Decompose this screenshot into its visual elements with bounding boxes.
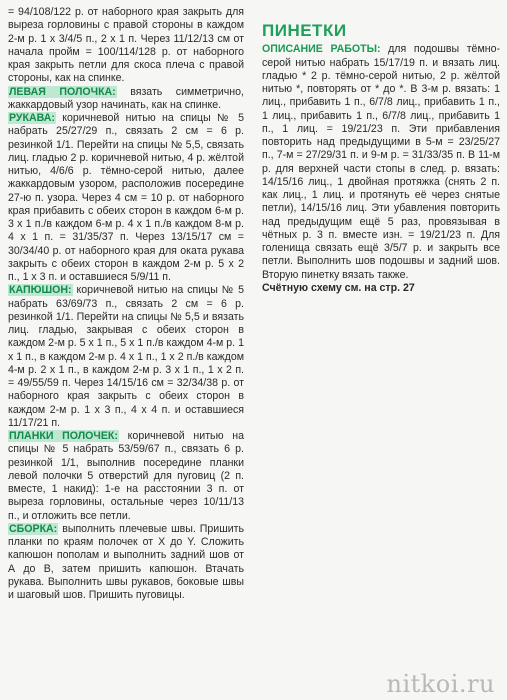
heading-levaya: ЛЕВАЯ ПОЛОЧКА: — [9, 85, 116, 98]
text-rukava: коричневой нитью на спицы № 5 набрать 25/27/29 п., связать 2 см = 6 р. резинкой 1/1. Перейти на спицы № 5,5, связать лиц. гладью 2 р. коричневой нитью, 4 р. жёлтой нитью, 4/6/6 р. тёмно-серой нитью, далее жаккардовым узором, расположив посередине 27-ю п. узора. Через 4 см = 10 р. от наборного края прибавить с обеих сторон в каждом 6-м р. 3 х 1 п./в каждом 6-м р. 4 х 1 п./в каждом 8-м р. 4 х 1 п. = 31/35/37 п. Через 13/15/17 см = 30/34/40 р. от наборного края для оката рукава закрыть с обеих сторон в каждом 2-м р. 5 х 2 п., 1 х 3 п. и оставшиеся 5/9/11 п. — [8, 112, 244, 283]
heading-opisanie: ОПИСАНИЕ РАБОТЫ: — [262, 43, 381, 56]
section-sborka — [8, 523, 244, 603]
text-opisanie: для подошвы тёмно-серой нитью набрать 15/17/19 п. и вязать лиц. гладью * 2 р. тёмно-серой нитью, 2 р. жёлтой нитью *, повторять от * до *. В 3-м р. вязать: 1 лиц., прибавить 1 п., 6/7/8 лиц., прибавить 1 п., 1 лиц., прибавить 1 п., 6/7/8 лиц., прибавить 1 п., 1 лиц. = 19/21/23 п. Эти прибавления повторить над предыдущими в 5-м = 23/25/27 п., 7-м = 27/29/31 п. и 9-м р. = 31/33/35 п. В 11-м р. для верхней части стопы в след. р. вязать: 14/15/16 лиц., 1 двойная протяжка (снять 2 п. как лиц., 1 лиц. и протянуть её через снятые петли), 14/15/16 лиц. Эти убавления повторить над предыдущим ещё 5 раз, провязывая в чётных р. 3 п. вместе изн. = 19/21/23 п. Для голенища связать ещё 3/5/7 р. и закрыть все петли. Выполнить шов подошвы и задний шов. Вторую пинетку вязать также. — [262, 43, 500, 281]
section-levaya — [8, 86, 244, 113]
heading-kapyushon: КАПЮШОН: — [9, 284, 72, 297]
title-pinetki: ПИНЕТКИ — [262, 21, 347, 40]
section-opisanie — [262, 43, 500, 282]
right-column — [262, 6, 500, 295]
text-sborka: выполнить плечевые швы. Пришить планки по краям полочек от Х до Y. Сложить капюшон пополам и выполнить задний шов от А до В, затем пришить капюшон. Втачать рукава. Выполнить швы рукавов, боковые швы и шаговый шов. Пришить пуговицы. — [8, 522, 244, 601]
heading-rukava: РУКАВА: — [9, 112, 55, 124]
text-planki: коричневой нитью на спицы № 5 набрать 53/59/67 п., связать 6 р. резинкой 1/1, выполнив посередине планки левой полочки 5 отверстий для пуговиц (2 п. вместе, 1 накид): 1-е на расстоянии 3 п. от выреза горловины, остальные через 10/11/13 п., и отложить все петли. — [8, 430, 244, 522]
section-planki — [8, 430, 244, 523]
section-kapyushon — [8, 284, 244, 430]
left-column — [8, 6, 244, 602]
heading-sborka: СБОРКА: — [9, 522, 58, 535]
paragraph-intro: = 94/108/122 р. от наборного края закрыть для выреза горловины с правой стороны в каждом 2-м р. 1 х 3/4/5 п., 2 х 1 п. Через 11/12/13 см от начала пройм = 100/114/128 р. от наборного края закрыть петли для скоса плеча с правой стороны, как на спинке. — [8, 6, 244, 85]
watermark: nitkoi.ru — [386, 670, 495, 698]
text-kapyushon: коричневой нитью на спицы № 5 набрать 63/69/73 п., связать 2 см = 6 р. резинкой 1/1. Перейти на спицы № 5,5 и вязать лиц. гладью, закрывая с обеих сторон в каждом 2-м р. 5 х 1 п., 5 х 1 п./в каждом 4-м р. 1 х 1 п., в каждом 2-м р. 4 х 1 п., 1 х 2 п./в каждом 4-м р. 2 х 1 п., в каждом 2-м р. 3 х 1 п., 1 х 2 п. = 49/55/59 п. Через 14/15/16 см = 32/34/38 р. от наборного края закрыть с обеих сторон в каждом 2-м р. 1 х 3 п., 4 х 4 п. и оставшиеся 11/17/21 п. — [8, 284, 244, 429]
section-rukava — [8, 112, 244, 284]
heading-planki: ПЛАНКИ ПОЛОЧЕК: — [9, 430, 118, 442]
text-levaya: вязать симметрично, жаккардовый узор начинать, как на спинке. — [8, 85, 244, 111]
chart-reference: Счётную схему см. на стр. 27 — [262, 281, 415, 294]
